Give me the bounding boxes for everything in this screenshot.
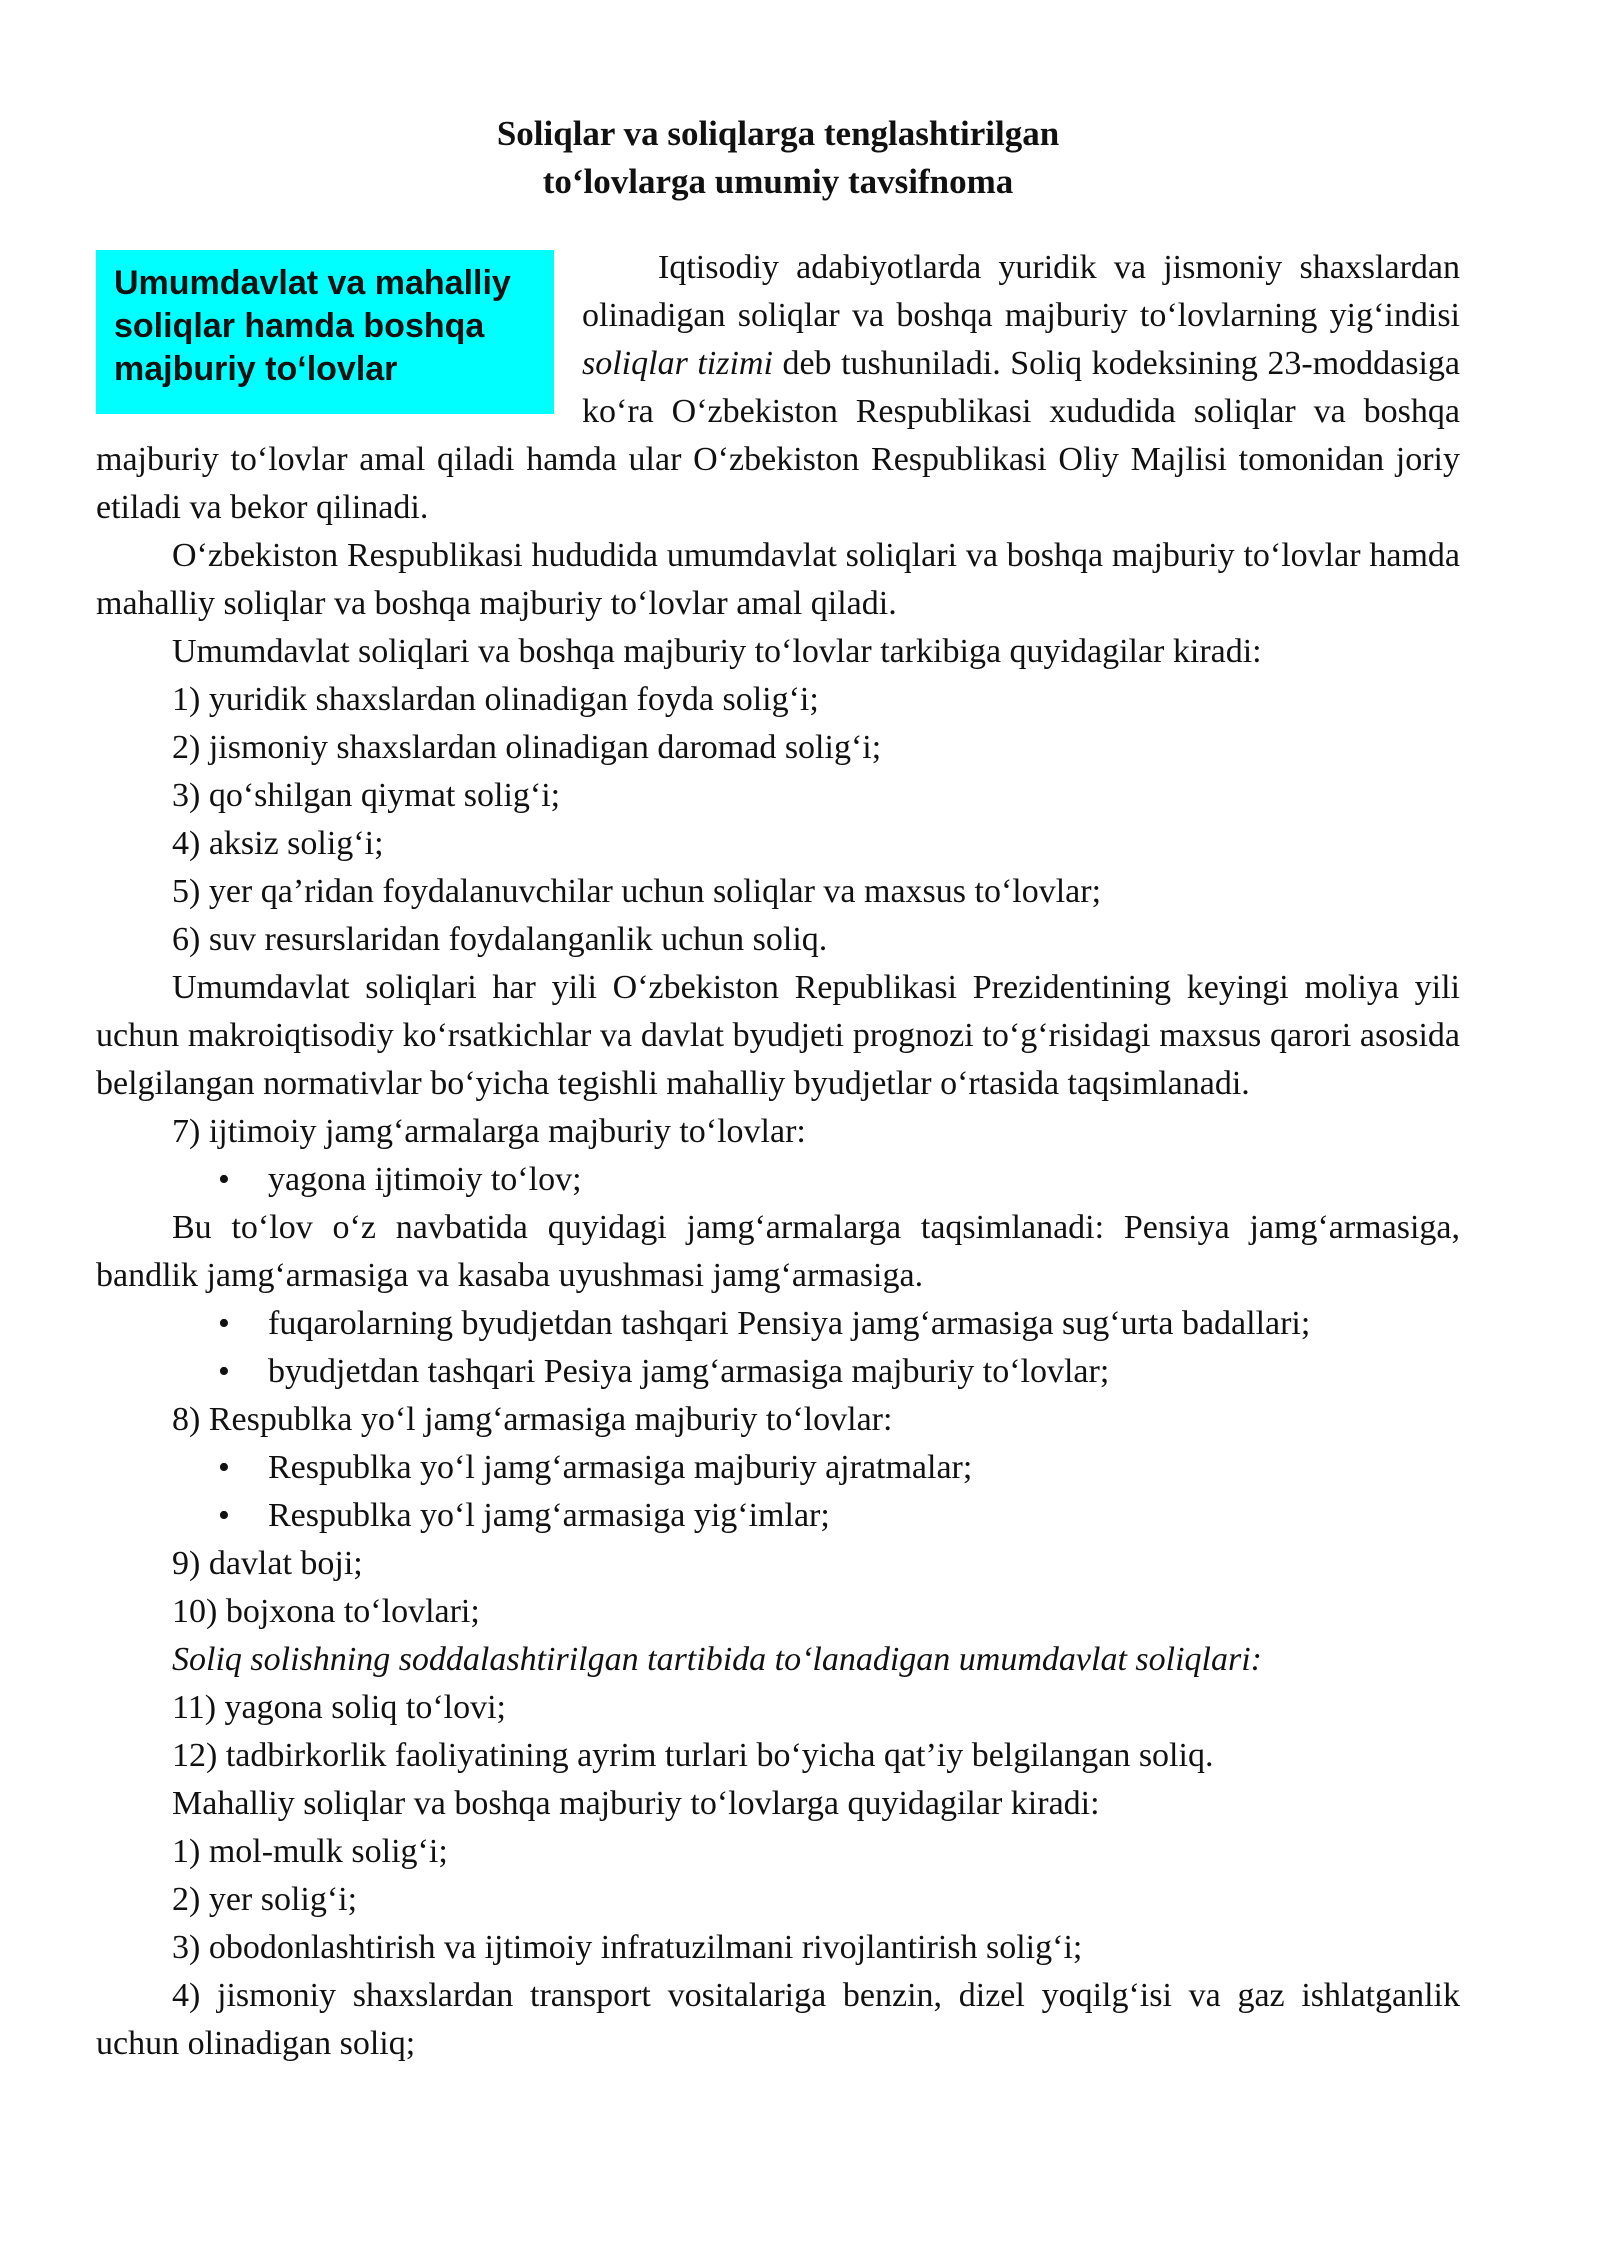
list-item: 5) yer qa’ridan foydalanuvchilar uchun soliqlar va maxsus to‘lovlar; [172, 873, 1102, 910]
document-page [96, 110, 1460, 2068]
bullet-dot-icon: • [218, 1161, 230, 1198]
bullet-text: Respublka yo‘l jamg‘armasiga yig‘imlar; [268, 1497, 830, 1534]
bullet-text: fuqarolarning byudjetdan tashqari Pensiya jamg‘armasiga sug‘urta badallari; [268, 1305, 1311, 1342]
intro-text-1: Iqtisodiy adabiyotlarda yuridik va jismoniy shaxslardan olinadigan soliqlar va boshqa majburiy to‘lovlarning yig‘indisi [582, 249, 1460, 334]
bullet-item [96, 1444, 1460, 1492]
list-item: 7) ijtimoiy jamg‘armalarga majburiy to‘lovlar: [172, 1113, 806, 1150]
list-item: 12) tadbirkorlik faoliyatining ayrim turlari bo‘yicha qat’iy belgilangan soliq. [172, 1737, 1214, 1774]
bullet-dot-icon: • [218, 1497, 230, 1534]
list-item: 3) qo‘shilgan qiymat solig‘i; [172, 777, 561, 814]
intro-text-2: deb tushuniladi. Soliq kodeksining 23-moddasiga ko‘ra O‘zbekiston Respublikasi xududida soliqlar va boshqa majburiy to‘lovlar amal qiladi hamda ular O‘zbekiston Respublikasi Oliy Majlisi tomonidan joriy etiladi va bekor qilinadi. [96, 345, 1460, 526]
list-item: 10) bojxona to‘lovlari; [172, 1593, 480, 1630]
list-item: 2) jismoniy shaxslardan olinadigan daromad solig‘i; [172, 729, 882, 766]
bullet-item [96, 1492, 1460, 1540]
list-item: 3) obodonlashtirish va ijtimoiy infratuzilmani rivojlantirish solig‘i; [172, 1929, 1083, 1966]
list-item: 1) yuridik shaxslardan olinadigan foyda solig‘i; [172, 681, 819, 718]
list-item: 9) davlat boji; [172, 1545, 363, 1582]
list-item: 1) mol-mulk solig‘i; [172, 1833, 448, 1870]
paragraph-3: Umumdavlat soliqlari va boshqa majburiy to‘lovlar tarkibiga quyidagilar kiradi: [172, 633, 1262, 670]
list-item: 4) aksiz solig‘i; [172, 825, 384, 862]
bullet-text: yagona ijtimoiy to‘lov; [268, 1161, 582, 1198]
bullet-dot-icon: • [218, 1449, 230, 1486]
bullet-dot-icon: • [218, 1305, 230, 1342]
bullet-item [96, 1348, 1460, 1396]
title-line-2: to‘lovlarga umumiy tavsifnoma [542, 162, 1014, 201]
bullet-text: byudjetdan tashqari Pesiya jamg‘armasiga majburiy to‘lovlar; [268, 1353, 1110, 1390]
title-line-1: Soliqlar va soliqlarga tenglashtirilgan [496, 114, 1060, 153]
intro-term: soliqlar tizimi [582, 345, 773, 382]
list-item: 2) yer solig‘i; [172, 1881, 358, 1918]
paragraph-4: Umumdavlat soliqlari har yili O‘zbekiston Republikasi Prezidentining keyingi moliya yili uchun makroiqtisodiy ko‘rsatkichlar va davlat byudjeti prognozi to‘g‘risidagi maxsus qarori asosida belgilangan normativlar bo‘yicha tegishli mahalliy byudjetlar o‘rtasida taqsimlanadi. [96, 969, 1460, 1102]
paragraph-5: Bu to‘lov o‘z navbatida quyidagi jamg‘armalarga taqsimlanadi: Pensiya jamg‘armasiga, bandlik jamg‘armasiga va kasaba uyushmasi jamg‘armasiga. [96, 1209, 1460, 1294]
bullet-dot-icon: • [218, 1353, 230, 1390]
bullet-item [96, 1300, 1460, 1348]
simplified-heading: Soliq solishning soddalashtirilgan tartibida to‘lanadigan umumdavlat soliqlari: [172, 1641, 1262, 1678]
page-title [96, 110, 1460, 206]
bullet-text: Respublka yo‘l jamg‘armasiga majburiy ajratmalar; [268, 1449, 973, 1486]
section-sidebox: Umumdavlat va mahalliy soliqlar hamda boshqa majburiy to‘lovlar [96, 250, 554, 414]
list-item: 6) suv resurslaridan foydalanganlik uchun soliq. [172, 921, 828, 958]
local-item-4: 4) jismoniy shaxslardan transport vositalariga benzin, dizel yoqilg‘isi va gaz ishlatganlik uchun olinadigan soliq; [96, 1977, 1460, 2062]
local-intro: Mahalliy soliqlar va boshqa majburiy to‘lovlarga quyidagilar kiradi: [172, 1785, 1100, 1822]
list-item: 8) Respublka yo‘l jamg‘armasiga majburiy to‘lovlar: [172, 1401, 893, 1438]
paragraph-2: O‘zbekiston Respublikasi hududida umumdavlat soliqlari va boshqa majburiy to‘lovlar hamda mahalliy soliqlar va boshqa majburiy to‘lovlar amal qiladi. [96, 537, 1460, 622]
list-item: 11) yagona soliq to‘lovi; [172, 1689, 506, 1726]
bullet-item [96, 1156, 1460, 1204]
